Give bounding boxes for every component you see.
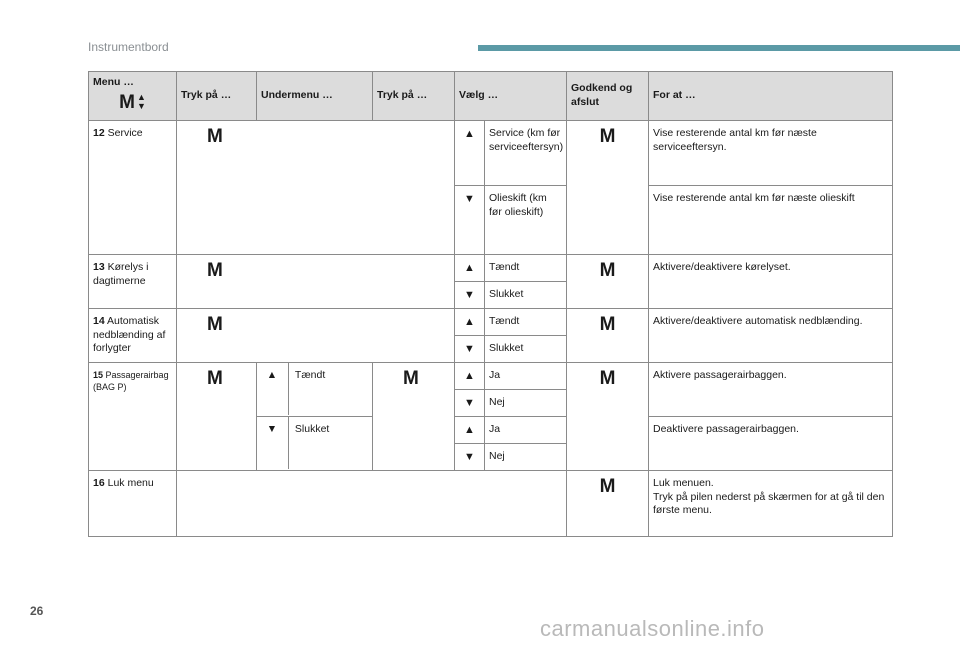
menu-cell-airbag <box>89 363 177 471</box>
row-number: 13 <box>93 261 105 273</box>
option-cell: Ja <box>485 363 567 390</box>
press-cell-daylights <box>177 255 455 309</box>
menu-cell-close <box>89 471 177 537</box>
col-header-choose: Vælg … <box>455 72 567 121</box>
option-cell: Nej <box>485 390 567 417</box>
purpose-cell: Aktivere/deaktivere kørelyset. <box>649 255 893 309</box>
confirm-cell <box>567 121 649 255</box>
press-cell-autodip <box>177 309 455 363</box>
confirm-cell <box>567 471 649 537</box>
option-cell: Slukket <box>485 282 567 309</box>
option-cell: Tændt <box>485 255 567 282</box>
col-header-menu-label: Menu … <box>93 76 134 88</box>
submenu-label: Slukket <box>288 417 329 469</box>
arrow-cell <box>455 186 485 255</box>
arrow-cell <box>455 363 485 390</box>
purpose-line-2: Tryk på pilen nederst på skærmen for at gå til den første menu. <box>653 490 885 517</box>
arrow-up-icon: ▲ <box>464 370 475 382</box>
m-updown-icon <box>93 93 172 112</box>
col-header-confirm: Godkend og afslut <box>567 72 649 121</box>
arrow-down-icon: ▼ <box>464 193 475 205</box>
menu-cell-autodip <box>89 309 177 363</box>
option-cell: Nej <box>485 444 567 471</box>
arrow-down-icon: ▼ <box>464 289 475 301</box>
row-number: 16 <box>93 477 105 489</box>
m-key-icon: M <box>599 368 616 389</box>
arrow-down-icon: ▼ <box>464 451 475 463</box>
m-key-icon: M <box>599 476 616 497</box>
submenu-cell-on <box>257 363 373 417</box>
option-cell: Slukket <box>485 336 567 363</box>
arrow-cell <box>455 309 485 336</box>
m-key-icon: M <box>207 260 223 281</box>
menu-cell-service <box>89 121 177 255</box>
arrow-cell <box>455 444 485 471</box>
col-header-press-2: Tryk på … <box>373 72 455 121</box>
arrow-cell <box>455 417 485 444</box>
m-key-icon: M <box>207 126 223 147</box>
confirm-cell <box>567 309 649 363</box>
press-cell-airbag <box>177 363 257 471</box>
arrow-up-icon: ▲ <box>136 92 146 103</box>
table-row-daylights-1 <box>89 255 893 282</box>
press-cell-airbag-2 <box>373 363 455 471</box>
table-row-close <box>89 471 893 537</box>
arrow-down-icon: ▼ <box>464 343 475 355</box>
menu-cell-daylights <box>89 255 177 309</box>
arrow-cell <box>455 390 485 417</box>
page-header-title: Instrumentbord <box>88 40 169 54</box>
arrow-up-icon: ▲ <box>464 128 475 140</box>
watermark-text: carmanualsonline.info <box>540 616 765 641</box>
m-key-icon: M <box>119 91 135 113</box>
menu-label: Service <box>107 127 143 139</box>
menu-label: Kørelys i dagtimerne <box>93 261 149 287</box>
m-key-icon: M <box>599 260 616 281</box>
page-number: 26 <box>30 604 44 618</box>
purpose-cell: Aktivere/deaktivere automatisk nedblænding. <box>649 309 893 363</box>
confirm-cell <box>567 255 649 309</box>
row-number: 12 <box>93 127 105 139</box>
option-cell: Olieskift (km før olieskift) <box>485 186 567 255</box>
row-number: 15 <box>93 370 104 380</box>
purpose-cell: Deaktivere passagerairbaggen. <box>649 417 893 471</box>
menu-label: Automatisk nedblænding af forlygter <box>93 315 166 355</box>
option-cell: Tændt <box>485 309 567 336</box>
m-key-icon: M <box>403 368 419 389</box>
menu-label: Luk menu <box>107 477 154 489</box>
purpose-cell: Aktivere passagerairbaggen. <box>649 363 893 417</box>
submenu-label: Tændt <box>288 363 325 415</box>
submenu-cell-off <box>257 417 373 471</box>
table-row-autodip-1 <box>89 309 893 336</box>
arrow-down-icon: ▼ <box>266 423 278 435</box>
row-number: 14 <box>93 315 105 327</box>
table-header-row <box>89 72 893 121</box>
option-cell: Service (km før serviceeftersyn) <box>485 121 567 186</box>
purpose-cell: Vise resterende antal km før næste serviceeftersyn. <box>649 121 893 186</box>
arrow-cell <box>455 121 485 186</box>
m-key-icon: M <box>599 126 616 147</box>
table-row-service-1 <box>89 121 893 186</box>
arrow-cell <box>455 336 485 363</box>
purpose-cell <box>649 471 893 537</box>
option-cell: Ja <box>485 417 567 444</box>
press-cell-service <box>177 121 455 255</box>
arrow-cell <box>455 282 485 309</box>
arrow-down-icon: ▼ <box>464 397 475 409</box>
col-header-press-1: Tryk på … <box>177 72 257 121</box>
arrow-cell <box>455 255 485 282</box>
m-key-icon: M <box>207 314 223 335</box>
arrow-up-icon: ▲ <box>266 369 278 381</box>
arrow-down-icon: ▼ <box>136 101 146 112</box>
purpose-cell: Vise resterende antal km før næste olieskift <box>649 186 893 255</box>
col-header-purpose: For at … <box>649 72 893 121</box>
confirm-cell <box>567 363 649 471</box>
arrow-up-icon: ▲ <box>464 424 475 436</box>
purpose-line-1: Luk menuen. <box>653 477 714 489</box>
col-header-menu <box>89 72 177 121</box>
table-row-airbag-1 <box>89 363 893 390</box>
menu-table <box>88 71 893 537</box>
header-accent-bar <box>478 45 960 51</box>
menu-label: Passagerairbag (BAG P) <box>93 370 169 393</box>
col-header-submenu: Undermenu … <box>257 72 373 121</box>
m-key-icon: M <box>599 314 616 335</box>
empty-cell <box>177 471 567 537</box>
arrow-up-icon: ▲ <box>464 262 475 274</box>
m-key-icon: M <box>207 368 223 389</box>
arrow-up-icon: ▲ <box>464 316 475 328</box>
